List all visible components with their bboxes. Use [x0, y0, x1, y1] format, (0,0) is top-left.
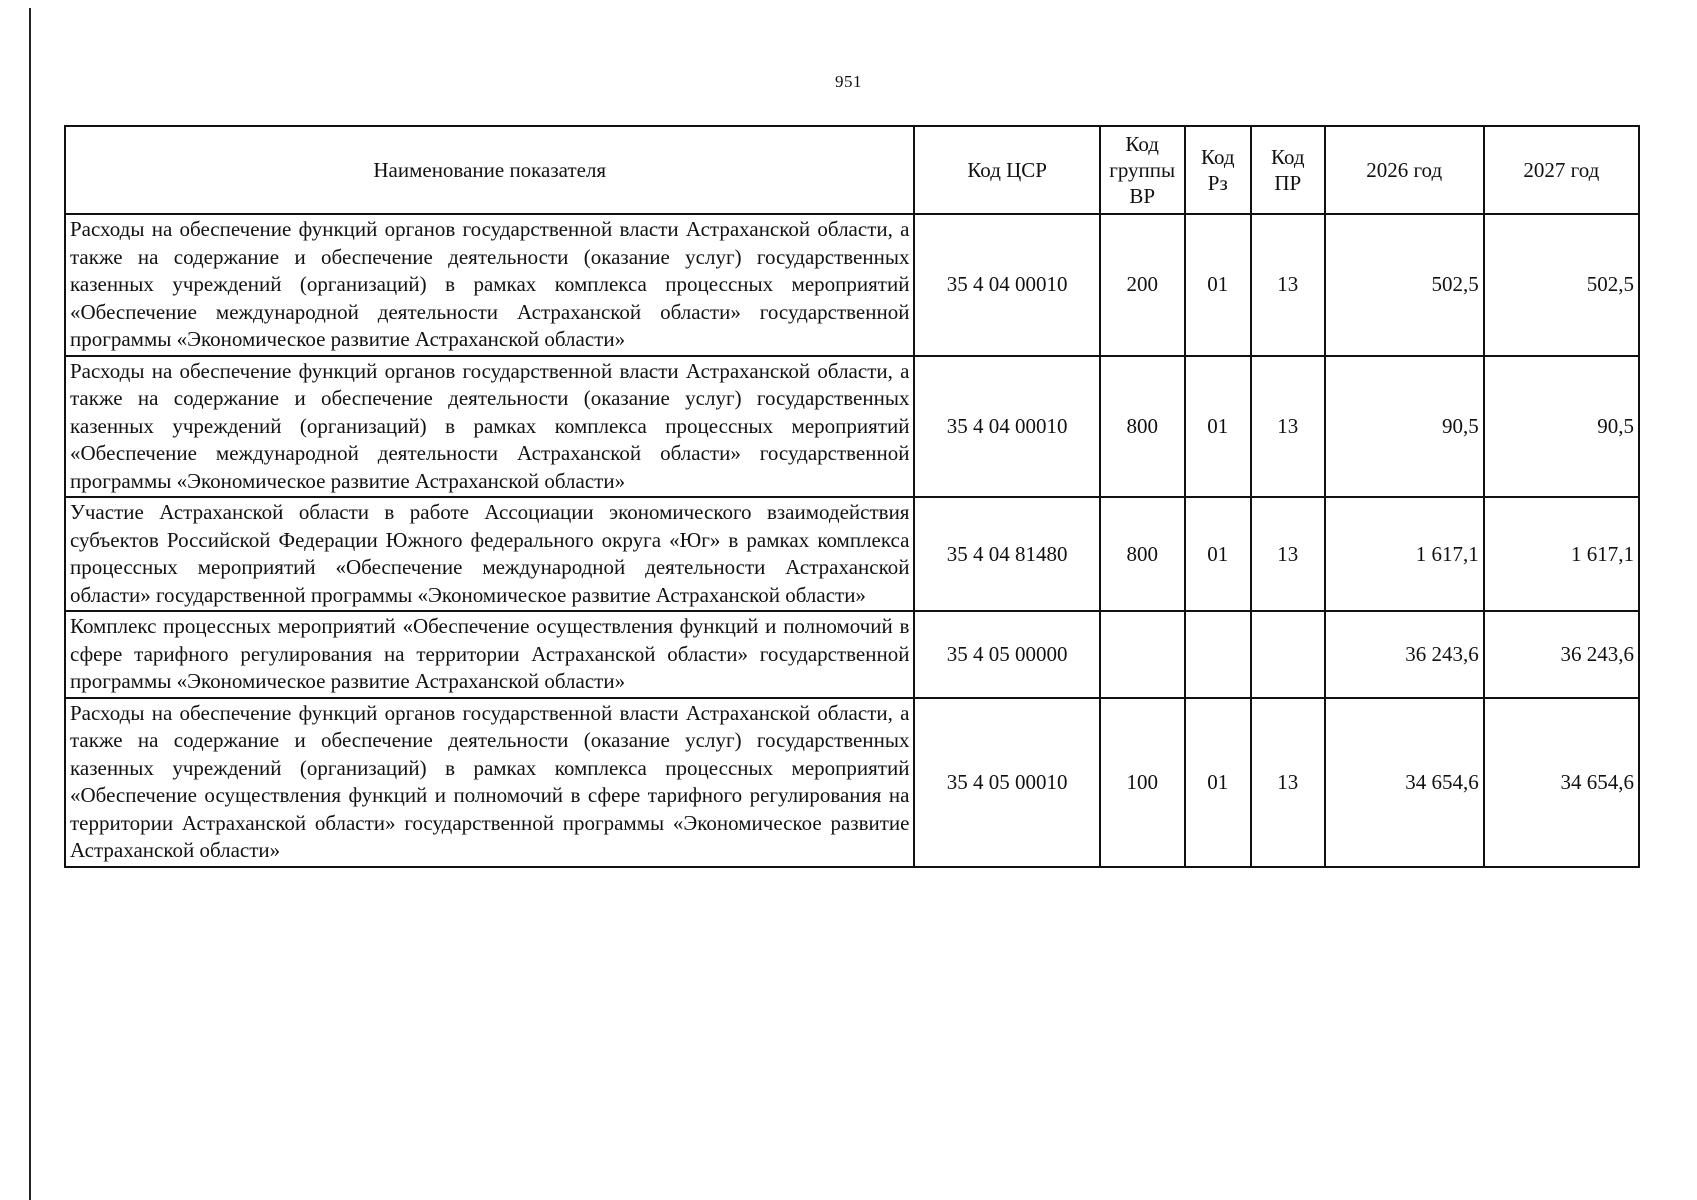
csr-code: 35 4 04 00010 — [914, 214, 1099, 356]
amount-2027: 36 243,6 — [1484, 611, 1639, 698]
binding-line — [29, 8, 31, 1200]
indicator-name: Расходы на обеспечение функций органов государственной власти Астраханской области, а также на содержание и обеспечение деятельности (оказание услуг) государственных казенных учреждений (организаций) в рамках комплекса процессных мероприятий «Обеспечение осуществления функций и полномочий в сфере тарифного регулирования на территории Астраханской области» государственной программы «Экономическое развитие Астраханской области» — [65, 698, 914, 867]
table-header-row — [65, 126, 1639, 214]
vr-code: 100 — [1100, 698, 1185, 867]
indicator-name: Расходы на обеспечение функций органов государственной власти Астраханской области, а также на содержание и обеспечение деятельности (оказание услуг) государственных казенных учреждений (организаций) в рамках комплекса процессных мероприятий «Обеспечение международной деятельности Астраханской области» государственной программы «Экономическое развитие Астраханской области» — [65, 356, 914, 498]
header-pr: Код ПР — [1251, 126, 1325, 214]
amount-2027: 90,5 — [1484, 356, 1639, 498]
rz-code: 01 — [1185, 497, 1252, 611]
pr-code: 13 — [1251, 497, 1325, 611]
table-row — [65, 356, 1639, 498]
amount-2027: 1 617,1 — [1484, 497, 1639, 611]
pr-code: 13 — [1251, 214, 1325, 356]
pr-code — [1251, 611, 1325, 698]
header-csr: Код ЦСР — [914, 126, 1099, 214]
vr-code: 800 — [1100, 497, 1185, 611]
amount-2027: 34 654,6 — [1484, 698, 1639, 867]
amount-2026: 1 617,1 — [1325, 497, 1484, 611]
table-row — [65, 214, 1639, 356]
pr-code: 13 — [1251, 698, 1325, 867]
rz-code: 01 — [1185, 214, 1252, 356]
header-rz: Код Рз — [1185, 126, 1252, 214]
table-row — [65, 611, 1639, 698]
table-row — [65, 497, 1639, 611]
page-number: 951 — [835, 72, 862, 91]
indicator-name: Расходы на обеспечение функций органов государственной власти Астраханской области, а также на содержание и обеспечение деятельности (оказание услуг) государственных казенных учреждений (организаций) в рамках комплекса процессных мероприятий «Обеспечение международной деятельности Астраханской области» государственной программы «Экономическое развитие Астраханской области» — [65, 214, 914, 356]
pr-code: 13 — [1251, 356, 1325, 498]
header-2027: 2027 год — [1484, 126, 1639, 214]
header-name: Наименование показателя — [65, 126, 914, 214]
csr-code: 35 4 04 81480 — [914, 497, 1099, 611]
amount-2027: 502,5 — [1484, 214, 1639, 356]
csr-code: 35 4 05 00000 — [914, 611, 1099, 698]
csr-code: 35 4 04 00010 — [914, 356, 1099, 498]
indicator-name: Комплекс процессных мероприятий «Обеспечение осуществления функций и полномочий в сфере тарифного регулирования на территории Астраханской области» государственной программы «Экономическое развитие Астраханской области» — [65, 611, 914, 698]
table-row — [65, 698, 1639, 867]
amount-2026: 36 243,6 — [1325, 611, 1484, 698]
rz-code — [1185, 611, 1252, 698]
vr-code — [1100, 611, 1185, 698]
amount-2026: 90,5 — [1325, 356, 1484, 498]
budget-table — [64, 125, 1640, 868]
rz-code: 01 — [1185, 356, 1252, 498]
indicator-name: Участие Астраханской области в работе Ассоциации экономического взаимодействия субъектов Российской Федерации Южного федерального округа «Юг» в рамках комплекса процессных мероприятий «Обеспечение международной деятельности Астраханской области» государственной программы «Экономическое развитие Астраханской области» — [65, 497, 914, 611]
header-2026: 2026 год — [1325, 126, 1484, 214]
csr-code: 35 4 05 00010 — [914, 698, 1099, 867]
header-vr: Код группы ВР — [1100, 126, 1185, 214]
amount-2026: 502,5 — [1325, 214, 1484, 356]
vr-code: 200 — [1100, 214, 1185, 356]
rz-code: 01 — [1185, 698, 1252, 867]
amount-2026: 34 654,6 — [1325, 698, 1484, 867]
vr-code: 800 — [1100, 356, 1185, 498]
